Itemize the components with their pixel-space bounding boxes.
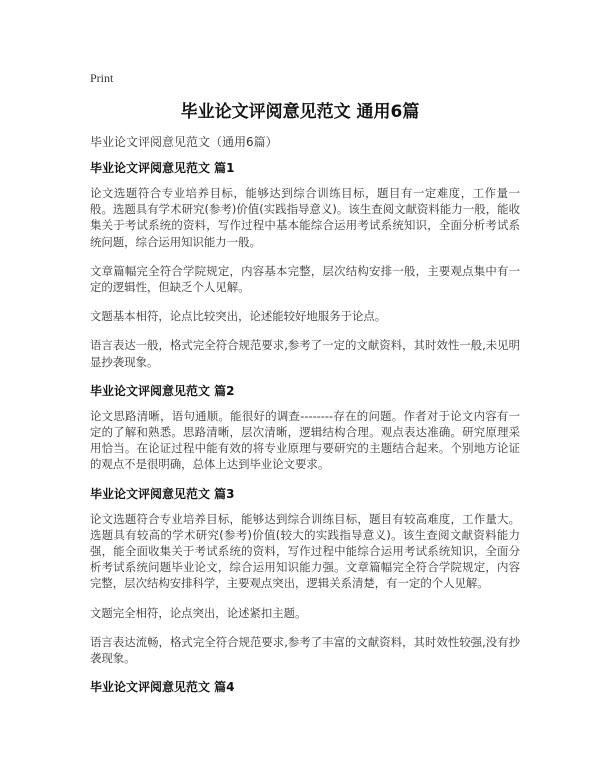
section-1-paragraph-4: 语言表达一般，格式完全符合规范要求,参考了一定的文献资料，其时效性一般,未见明显抄袭现象。 bbox=[90, 338, 520, 369]
section-2-paragraph-1: 论文思路清晰，语句通顺。能很好的调查--------存在的问题。作者对于论文内容有一定的了解和熟悉。思路清晰，层次清晰，逻辑结构合理。观点表达准确。研究原理采用恰当。在论证过程中能有效的将专业原理与要研究的主题结合起来。个别地方论证的观点不是很明确，总体上达到毕业论文要求。 bbox=[90, 408, 520, 472]
section-heading-1: 毕业论文评阅意见范文 篇1 bbox=[90, 161, 235, 175]
section-1-paragraph-1: 论文选题符合专业培养目标，能够达到综合训练目标，题目有一定难度，工作量一般。选题具有学术研究(参考)价值(实践指导意义)。该生查阅文献资料能力一般，能收集关于考试系统的资料，写作过程中基本能综合运用考试系统知识，全面分析考试系统问题，综合运用知识能力一般。 bbox=[90, 186, 520, 249]
section-heading-2: 毕业论文评阅意见范文 篇2 bbox=[90, 383, 235, 398]
section-1-paragraph-3: 文题基本相符，论点比较突出，论述能较好地服务于论点。 bbox=[90, 309, 387, 324]
section-3-paragraph-1: 论文选题符合专业培养目标，能够达到综合训练目标，题目有较高难度，工作量大。选题具有较高的学术研究(参考)价值(较大的实践指导意义)。该生查阅文献资料能力强，能全面收集关于考试系统的资料，写作过程中能综合运用考试系统知识，全面分析考试系统问题毕业论文，综合运用知识能力强。文章篇幅完全符合学院规定，内容完整，层次结构安排科学，主要观点突出，逻辑关系清楚，有一定的个人见解。 bbox=[90, 511, 520, 591]
document-subtitle: 毕业论文评阅意见范文（通用6篇） bbox=[90, 135, 278, 149]
section-heading-3: 毕业论文评阅意见范文 篇3 bbox=[90, 486, 235, 501]
document-content bbox=[90, 160, 520, 704]
section-heading-4: 毕业论文评阅意见范文 篇4 bbox=[90, 680, 235, 695]
page-title: 毕业论文评阅意见范文 通用6篇 bbox=[180, 102, 420, 122]
section-1-paragraph-2: 文章篇幅完全符合学院规定，内容基本完整，层次结构安排一般，主要观点集中有一定的逻辑性，但缺乏个人见解。 bbox=[90, 263, 520, 295]
section-3-paragraph-2: 文题完全相符，论点突出，论述紧扣主题。 bbox=[90, 605, 307, 620]
print-label[interactable]: Print bbox=[90, 71, 114, 85]
section-3-paragraph-3: 语言表达流畅，格式完全符合规范要求,参考了丰富的文献资料，其时效性较强,没有抄袭现象。 bbox=[90, 634, 520, 666]
